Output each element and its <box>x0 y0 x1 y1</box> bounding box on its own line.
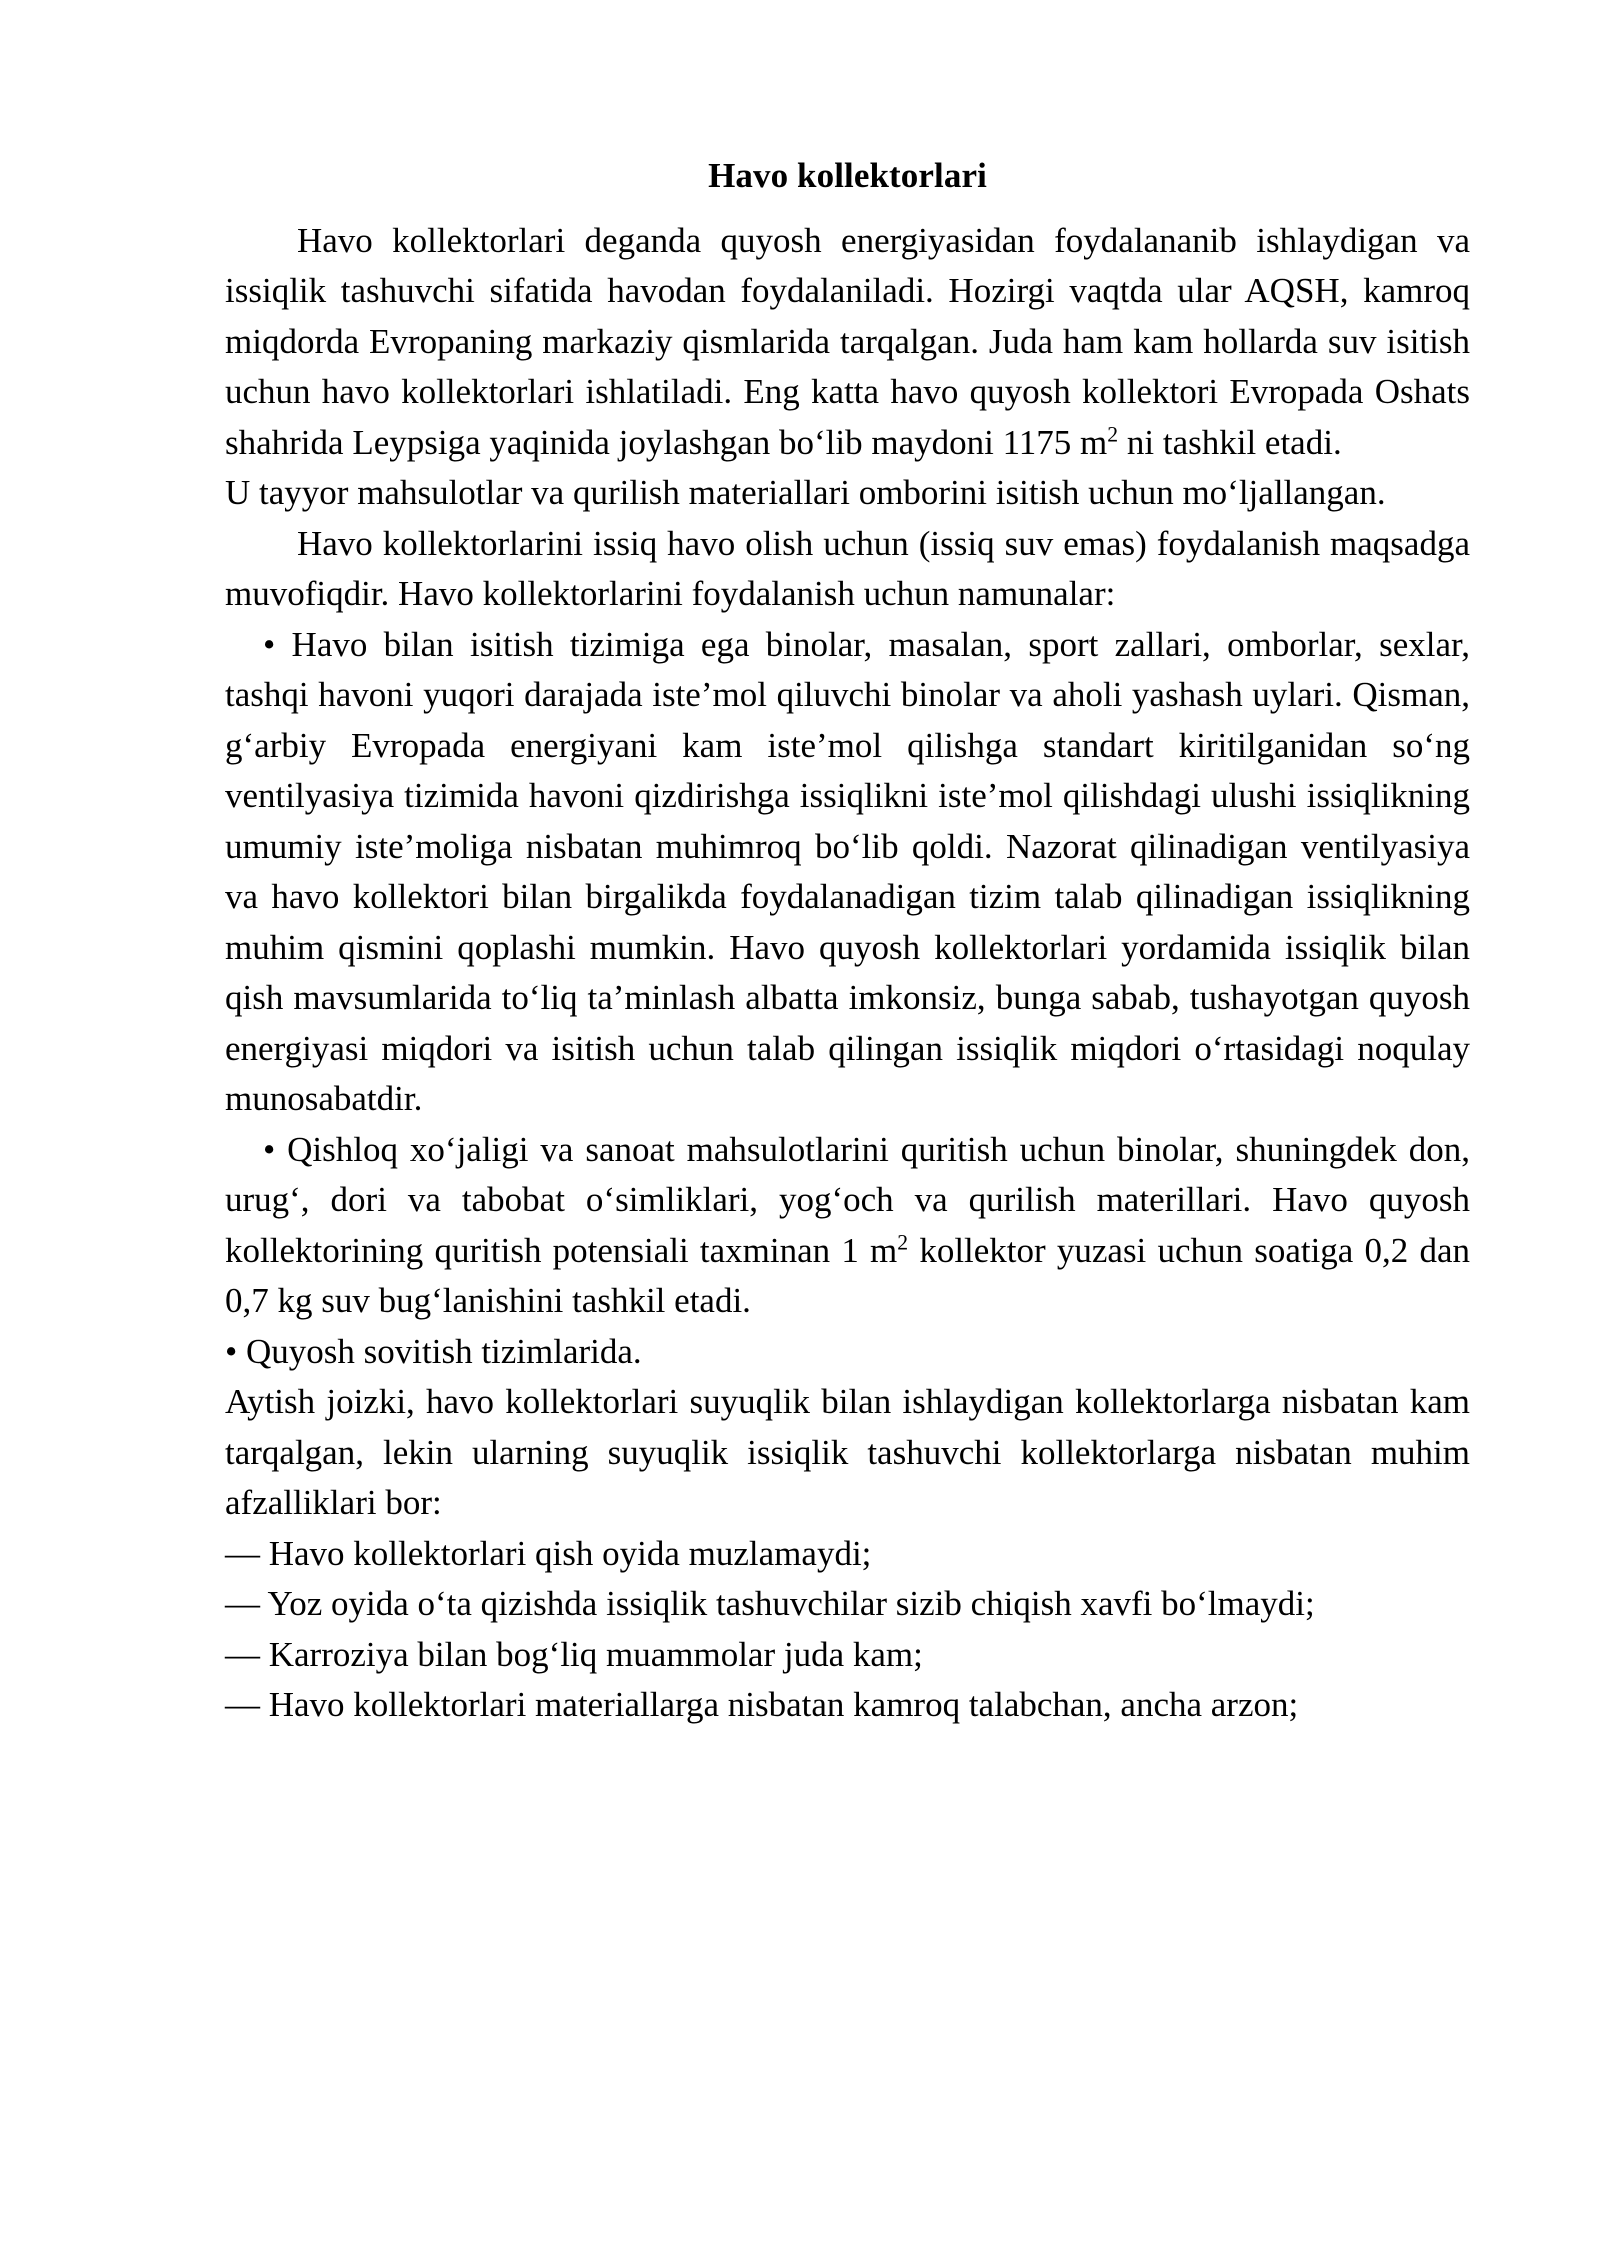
bullet-paragraph-drying <box>225 1125 1470 1327</box>
dash-item-no-leak: — Yoz oyida o‘ta qizishda issiqlik tashuvchilar sizib chiqish xavfi bo‘lmaydi; <box>225 1584 1315 1624</box>
page-title: Havo kollektorlari <box>708 156 987 195</box>
paragraph-intro-text: Havo kollektorlari deganda quyosh energiyasidan foydalananib ishlaydigan va issiqlik tashuvchi sifatida havodan foydalaniladi. Hozirgi vaqtda ular AQSH, kamroq miqdorda Evropaning markaziy qismlarida tarqalgan. Juda ham kam hollarda suv isitish uchun havo kollektorlari ishlatiladi. Eng katta havo quyosh kollektori Evropada Oshats shahrida Leypsiga yaqinida joylashgan bo‘lib maydoni 1175 m <box>225 220 1470 462</box>
bullet-paragraph-drying-tail: kollektor yuzasi uchun soatiga 0,2 dan 0,7 kg suv bug‘lanishini tashkil etadi. <box>225 1230 1471 1321</box>
bullet-line-cooling: • Quyosh sovitish tizimlarida. <box>225 1331 642 1371</box>
dash-item-no-freeze: — Havo kollektorlari qish oyida muzlamaydi; <box>225 1533 872 1573</box>
dash-item-no-corrosion: — Karroziya bilan bog‘liq muammolar juda kam; <box>225 1634 923 1674</box>
paragraph-purpose: Havo kollektorlarini issiq havo olish uchun (issiq suv emas) foydalanish maqsadga muvofiqdir. Havo kollektorlarini foydalanish uchun namunalar: <box>225 523 1470 614</box>
bullet-paragraph-heating-systems: • Havo bilan isitish tizimiga ega binolar, masalan, sport zallari, omborlar, sexlar, tashqi havoni yuqori darajada iste’mol qiluvchi binolar va aholi yashash uylari. Qisman, g‘arbiy Evropada energiyani kam iste’mol qilishga standart kiritilganidan so‘ng ventilyasiya tizimida havoni qizdirishga issiqlikni iste’mol qilishdagi ulushi issiqlikning umumiy iste’moliga nisbatan muhimroq bo‘lib qoldi. Nazorat qilinadigan ventilyasiya va havo kollektori bilan birgalikda foydalanadigan tizim talab qilinadigan issiqlikning muhim qismini qoplashi mumkin. Havo quyosh kollektorlari yordamida issiqlik bilan qish mavsumlarida to‘liq ta’minlash albatta imkonsiz, bunga sabab, tushayotgan quyosh energiyasi miqdori va isitish uchun talab qilingan issiqlik miqdori o‘rtasidagi noqulay munosabatdir. <box>225 624 1470 1119</box>
superscript-square: 2 <box>1107 422 1119 447</box>
dash-item-cheap-materials: — Havo kollektorlari materiallarga nisbatan kamroq talabchan, ancha arzon; <box>225 1685 1299 1725</box>
bullet-paragraph-drying-text: • Qishloq xo‘jaligi va sanoat mahsulotlarini quritish uchun binolar, shuningdek don, urug‘, dori va tabobat o‘simliklari, yog‘och va qurilish materillari. Havo quyosh kollektorining quritish potensiali taxminan 1 m <box>225 1129 1470 1270</box>
superscript-square: 2 <box>897 1230 909 1255</box>
document-body <box>225 155 1470 1731</box>
paragraph-intro-tail: ni tashkil etadi. <box>1118 422 1342 462</box>
paragraph-warehouse: U tayyor mahsulotlar va qurilish materiallari omborini isitish uchun mo‘ljallangan. <box>225 473 1386 513</box>
paragraph-advantages-intro: Aytish joizki, havo kollektorlari suyuqlik bilan ishlaydigan kollektorlarga nisbatan kam tarqalgan, lekin ularning suyuqlik issiqlik tashuvchi kollektorlarga nisbatan muhim afzalliklari bor: <box>225 1382 1470 1523</box>
paragraph-intro <box>225 216 1470 469</box>
